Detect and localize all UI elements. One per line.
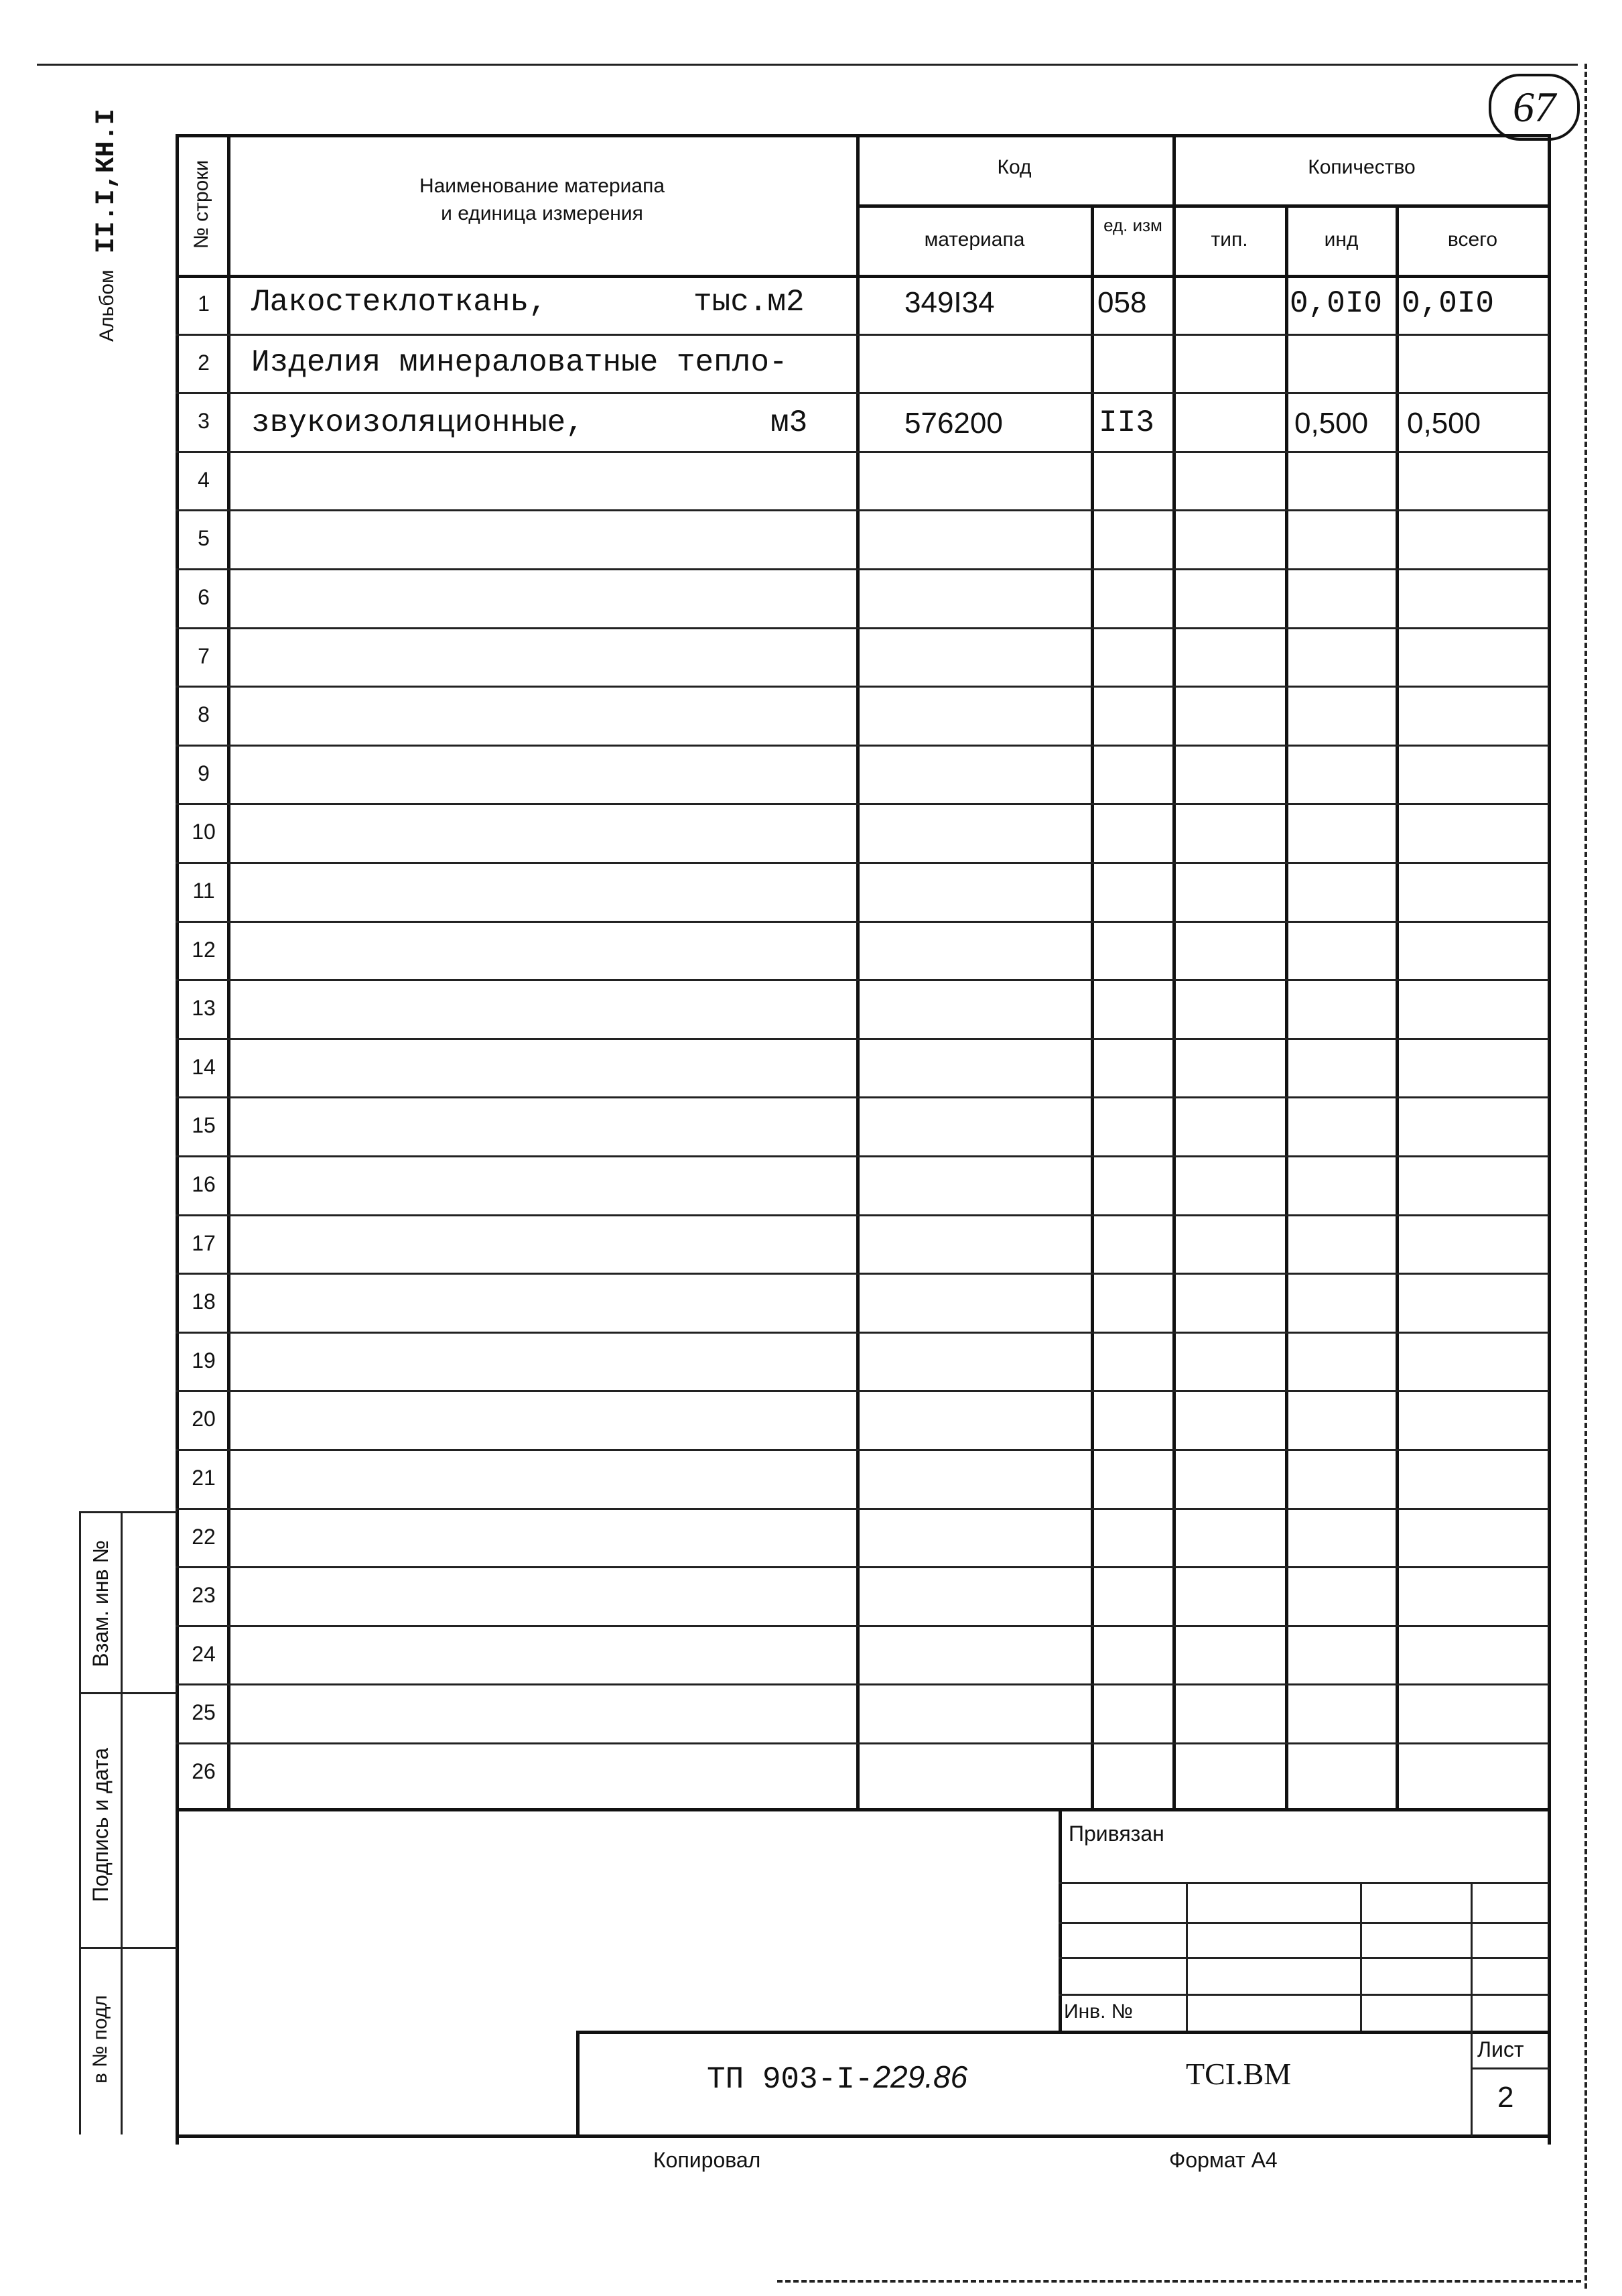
row-divider [176,1683,1549,1685]
title-linked-label: Привязан [1069,1822,1164,1846]
header-qty-total: всего [1447,229,1498,251]
col-sep-unit [1172,134,1176,1809]
header-quantity: Копичество [1308,156,1416,178]
row-divider [176,509,1549,511]
bottom-edge-dashed [777,2280,1581,2285]
row-number: 6 [198,585,210,609]
document-mark: TCI.BM [1186,2057,1292,2091]
row-divider [176,1038,1549,1040]
col-sep-name [856,134,860,1809]
row-number: 23 [192,1583,216,1607]
stamp-mid-line [121,1511,123,2134]
table-right-border [1548,134,1551,2145]
row-divider [176,803,1549,805]
stamp-signature-date: Подпись и дата [88,1747,113,1903]
row1-unit-code: 058 [1097,286,1147,319]
row-number: 19 [192,1348,216,1373]
sheet-label: Лист [1477,2037,1524,2061]
stamp-top-line [79,1511,177,1513]
stamp-replace-inv: Взам. инв № [88,1540,113,1667]
col-sep-ind [1396,204,1399,1809]
row-number: 21 [192,1466,216,1490]
footer-copied: Копировал [653,2148,761,2172]
row-divider [176,627,1549,629]
title-grid-vline-1 [1186,1882,1188,2033]
row-number: 4 [198,468,210,492]
title-grid-line-1 [1059,1922,1549,1924]
row-divider [176,1390,1549,1392]
row-number: 15 [192,1113,216,1137]
album-label [87,109,127,342]
col-sep-code [1091,204,1094,1809]
title-grid-line-3 [1059,1994,1549,1996]
row-divider [176,745,1549,747]
header-code-unit: ед. изм [1103,215,1162,235]
header-bottom-line [176,275,1551,278]
row3-ind: 0,500 [1294,407,1369,440]
footer-format: Формат А4 [1169,2148,1278,2172]
row-divider [176,1566,1549,1568]
stamp-sep-2 [79,1947,177,1949]
album-caption: Альбом [96,269,118,342]
row-divider [176,334,1549,336]
stamp-left-line [79,1511,81,2134]
document-code-suffix: 229.86 [873,2059,968,2094]
sheet-number: 2 [1497,2081,1514,2114]
row3-unit-code: II3 [1099,405,1154,440]
row-divider [176,568,1549,570]
document-code [707,2059,967,2097]
row-number: 24 [192,1642,216,1666]
row-number: 10 [192,820,216,844]
row-number: 16 [192,1172,216,1196]
row-divider [176,1742,1549,1744]
stamp-inv-original: в № подл [89,1994,111,2084]
row-number: 3 [198,409,210,433]
row-number: 9 [198,761,210,785]
table-bottom-line [176,1808,1551,1811]
header-name [231,173,853,227]
row-number: 26 [192,1759,216,1783]
row3-unit: м3 [770,405,808,440]
row1-ind: 0,0I0 [1290,286,1383,321]
col-sep-typ [1285,204,1288,1809]
row-divider [176,1273,1549,1275]
row-number: 13 [192,996,216,1020]
row1-name: Лакостеклоткань, [251,285,547,320]
right-edge-dashed [1584,64,1587,2289]
title-grid-vline-3 [1471,1882,1473,2033]
row-number: 20 [192,1407,216,1431]
stamp-sep-1 [79,1692,177,1694]
header-qty-typ: тип. [1211,229,1248,251]
header-code: Код [997,156,1032,178]
header-name-line1: Наименование материапа [419,175,665,197]
page-bottom-line [176,2134,1551,2138]
row-divider [176,1625,1549,1627]
row2-name: Изделия минераловатные тепло- [251,345,788,380]
row-divider [176,979,1549,981]
sheet-number-badge: 67 [1489,74,1580,141]
row-divider [176,921,1549,923]
row3-code: 576200 [904,407,1003,440]
row3-total: 0,500 [1407,407,1481,440]
title-doc-left-line [576,2031,580,2138]
title-sheet-left-line [1471,2031,1473,2136]
row-divider [176,1449,1549,1451]
row-number: 2 [198,350,210,375]
header-name-line2: и единица измерения [441,202,643,225]
title-inv-no-label: Инв. № [1064,2000,1133,2023]
row-number: 25 [192,1700,216,1724]
document-code-prefix: ТП 903-I- [707,2062,874,2097]
row-number: 22 [192,1525,216,1549]
title-left-line [1059,1808,1062,2033]
album-value: II.I,КН.I [92,109,122,254]
table-left-border [176,134,179,2145]
row-number: 18 [192,1289,216,1314]
row-divider [176,1096,1549,1098]
table-top-border [176,134,1551,137]
row-number: 14 [192,1055,216,1079]
row-number: 11 [192,879,215,903]
row-number: 5 [198,526,210,550]
row-divider [176,1508,1549,1510]
row-number: 7 [198,644,210,668]
title-grid-line-2 [1059,1957,1549,1959]
row1-code: 349I34 [904,286,995,319]
row3-name: звукоизоляционные, [251,405,584,440]
header-code-material: материапа [924,229,1025,251]
title-linked-line [1059,1882,1549,1884]
row1-unit: тыс.м2 [693,285,805,320]
row-number: 12 [192,938,216,962]
row-divider [176,862,1549,864]
row1-total: 0,0I0 [1402,286,1495,321]
col-sep-number [227,134,230,1809]
row-number: 8 [198,702,210,726]
row-number: 17 [192,1231,216,1255]
top-border-line [37,64,1578,66]
header-qty-ind: инд [1324,229,1359,251]
row-divider [176,392,1549,394]
header-row-number: № строки [190,160,212,249]
row-divider [176,1332,1549,1334]
row-divider [176,1214,1549,1216]
row-divider [176,1155,1549,1157]
row-divider [176,686,1549,688]
header-sub-line [856,204,1550,208]
title-sheet-mid-line [1471,2067,1550,2069]
row-divider [176,451,1549,453]
title-doc-top-line [576,2031,1549,2034]
row-number: 1 [198,292,210,316]
title-grid-vline-2 [1360,1882,1362,2033]
